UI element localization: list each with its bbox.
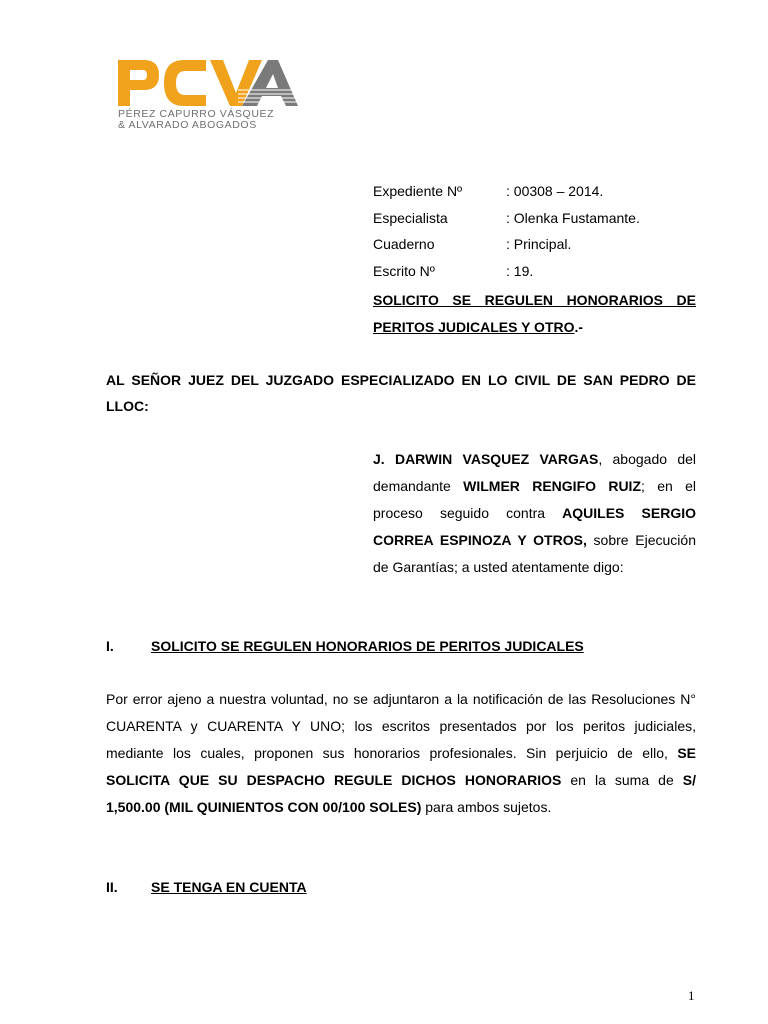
- page-number: 1: [688, 988, 695, 1003]
- case-info-label: Escrito Nº: [373, 262, 435, 279]
- case-info-label: Especialista: [373, 209, 448, 226]
- case-info-value: : 19.: [506, 262, 534, 279]
- section-number: I.: [106, 638, 114, 654]
- section-title: SOLICITO SE REGULEN HONORARIOS DE PERITOS JUDICALES: [151, 638, 584, 654]
- request-text: SE SOLICITA QUE SU DESPACHO REGULE DICHOS HONORARIOS: [106, 745, 696, 788]
- addressee: AL SEÑOR JUEZ DEL JUZGADO ESPECIALIZADO EN LO CIVIL DE SAN PEDRO DE LLOC:: [106, 372, 696, 414]
- paragraph-text: Por error ajeno a nuestra voluntad, no se adjuntaron a la notificación de las Resoluciones N° CUARENTA y CUARENTA Y UNO; los escritos presentados por los peritos judiciales, mediante los cuales, proponen sus honorarios profesionales. Sin perjuicio de ello,: [106, 691, 696, 761]
- intro-text: sobre Ejecución de Garantías; a usted atentamente digo:: [373, 532, 696, 575]
- fee-amount: S/ 1,500.00 (MIL QUINIENTOS CON 00/100 SOLES): [106, 772, 696, 815]
- pcva-logo-mark-icon: [118, 60, 298, 108]
- client-name: WILMER RENGIFO RUIZ: [463, 478, 641, 494]
- defendant-name: AQUILES SERGIO CORREA ESPINOZA Y OTROS,: [373, 505, 696, 548]
- section-title: SE TENGA EN CUENTA: [151, 879, 307, 895]
- case-info-row: [373, 260, 703, 287]
- section-heading-2: [106, 877, 307, 897]
- firm-logo: [118, 60, 298, 132]
- case-info-value: : Olenka Fustamante.: [506, 209, 640, 226]
- case-info-label: Cuaderno: [373, 236, 435, 252]
- subject-text: SOLICITO SE REGULEN HONORARIOS DE PERITOS JUDICALES Y OTRO: [373, 292, 696, 335]
- case-info-row: [373, 180, 703, 207]
- case-info-row: [373, 207, 703, 234]
- lawyer-name: J. DARWIN VASQUEZ VARGAS: [373, 451, 599, 467]
- case-info-value: : 00308 – 2014.: [506, 183, 604, 199]
- paragraph-text: en la suma de: [561, 772, 683, 788]
- intro-text: , abogado del demandante: [373, 451, 696, 494]
- case-info-label: Expediente Nº: [373, 183, 463, 199]
- case-info-row: [373, 233, 703, 260]
- logo-firm-name-line2: & ALVARADO ABOGADOS: [118, 119, 257, 131]
- intro-text: ; en el proceso seguido contra: [373, 478, 696, 521]
- case-info: [373, 180, 703, 286]
- document-subject: [373, 287, 696, 341]
- case-info-value: : Principal.: [506, 236, 572, 252]
- section-1-paragraph: [106, 686, 696, 821]
- section-heading-1: [106, 636, 584, 656]
- subject-suffix: .-: [574, 319, 584, 335]
- logo-firm-name-line1: PÉREZ CAPURRO VÁSQUEZ: [118, 108, 275, 120]
- paragraph-text: para ambos sujetos.: [421, 799, 552, 815]
- section-number: II.: [106, 879, 118, 895]
- intro-paragraph: [373, 446, 696, 581]
